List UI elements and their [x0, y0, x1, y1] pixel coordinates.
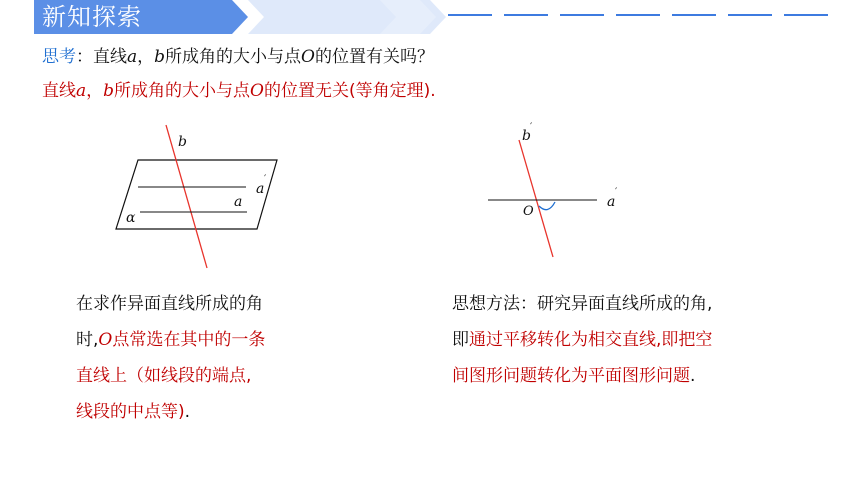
right-line-2-pre: 即	[452, 330, 469, 350]
question-text-2: 所成角的大小与点	[165, 47, 302, 67]
label-b-prime: b	[522, 128, 531, 144]
question-text-3: 的位置有关吗？	[314, 47, 434, 67]
left-line-4-end: .	[184, 402, 191, 422]
answer-comma: ，	[86, 81, 104, 101]
question-label: 思考	[42, 47, 76, 67]
left-line-2	[76, 322, 406, 358]
prime-mark: ′	[264, 174, 267, 185]
right-line-3-end: .	[690, 366, 696, 386]
section-title: 新知探索	[42, 3, 142, 31]
var-b: b	[103, 81, 115, 101]
right-line-2	[452, 322, 832, 358]
label-b: b	[178, 134, 187, 150]
left-line-2-red: 点常选在其中的一条	[112, 330, 266, 350]
figure-left	[116, 125, 277, 268]
left-line-4-red: 线段的中点等)	[76, 402, 185, 422]
answer-text-1: 直线	[42, 81, 76, 101]
label-a-prime: a	[607, 194, 616, 210]
label-alpha: α	[126, 210, 136, 226]
left-line-3: 直线上（如线段的端点,	[76, 366, 252, 386]
left-line-1: 在求作异面直线所成的角	[76, 294, 263, 314]
left-line-2-pre: 时,	[76, 330, 99, 350]
right-line-3-red: 间图形问题转化为平面图形问题	[452, 366, 690, 386]
prime-mark-b: ′	[530, 122, 533, 133]
right-paragraph	[452, 286, 832, 394]
line-b-prime	[519, 140, 553, 257]
prime-mark-a: ′	[615, 187, 618, 198]
label-a-prime: a	[256, 181, 265, 197]
right-line-3	[452, 358, 832, 394]
angle-arc	[539, 202, 555, 210]
question-comma: ，	[137, 47, 155, 67]
question-colon: ：	[76, 47, 93, 67]
figure-right	[488, 122, 618, 257]
left-paragraph	[76, 286, 406, 430]
label-o: O	[523, 204, 534, 219]
var-o: O	[301, 47, 315, 67]
question-text-1: 直线	[93, 47, 127, 67]
var-o: O	[98, 330, 113, 350]
var-a: a	[76, 81, 87, 101]
plane-alpha	[116, 160, 277, 229]
label-a: a	[234, 194, 243, 210]
answer-text-3: 的位置无关(等角定理).	[263, 81, 436, 101]
right-line-2-red: 通过平移转化为相交直线,即把空	[469, 330, 713, 350]
var-a: a	[127, 47, 138, 67]
answer-text-2: 所成角的大小与点	[114, 81, 251, 101]
var-o: O	[250, 81, 264, 101]
right-line-1: 思想方法：研究异面直线所成的角,	[452, 294, 713, 314]
left-line-4	[76, 394, 406, 430]
var-b: b	[154, 47, 166, 67]
